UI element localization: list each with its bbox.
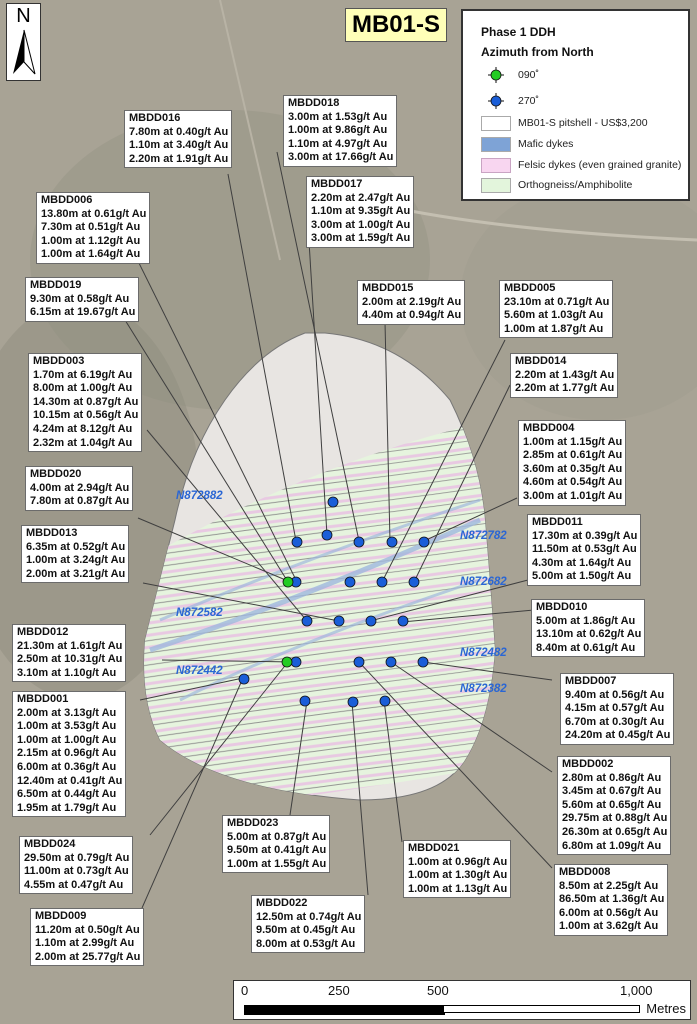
scale-bar [233,980,691,1020]
intercept: 4.55m at 0.47g/t Au [24,878,124,891]
legend-item-mafic [481,136,573,152]
intercept: 9.30m at 0.58g/t Au [30,292,130,305]
drillhole-id: MBDD003 [33,355,85,367]
intercept: 1.00m at 1.30g/t Au [408,869,508,882]
intercept: 3.00m at 1.01g/t Au [523,489,623,502]
intercept: 2.00m at 3.21g/t Au [26,567,126,580]
drillhole-id: MBDD009 [35,910,87,922]
intercept: 1.00m at 3.24g/t Au [26,554,126,567]
intercept: 4.30m at 1.64g/t Au [532,556,632,569]
intercept: 14.30m at 0.87g/t Au [33,395,139,408]
intercept: 24.20m at 0.45g/t Au [565,729,671,742]
intercept: 12.40m at 0.41g/t Au [17,774,123,787]
northing-label: N872682 [460,576,507,588]
legend-label: Mafic dykes [518,138,574,150]
mafic-swatch [481,137,511,152]
drillhole-label-mbdd005[interactable] [499,280,613,338]
north-arrow-icon [11,28,37,78]
drillhole-label-mbdd010[interactable] [531,599,645,657]
intercept: 1.10m at 2.99g/t Au [35,937,135,950]
intercept: 3.00m at 1.59g/t Au [311,232,411,245]
intercept: 4.15m at 0.57g/t Au [565,702,665,715]
northing-label: N872782 [460,530,507,542]
drillhole-id: MBDD011 [532,516,583,528]
intercept: 2.20m at 1.77g/t Au [515,382,615,395]
drillhole-id: MBDD019 [30,279,82,291]
blue-drillhole-icon [481,93,511,109]
drillhole-id: MBDD006 [41,194,93,206]
intercept: 86.50m at 1.36g/t Au [559,893,665,906]
scale-segment-black [244,1005,445,1015]
drillhole-id: MBDD024 [24,838,76,850]
intercept: 9.50m at 0.41g/t Au [227,844,327,857]
legend-heading: Phase 1 DDH [481,25,556,39]
intercept: 3.60m at 0.35g/t Au [523,462,623,475]
intercept: 2.00m at 3.13g/t Au [17,706,117,719]
intercept: 1.00m at 0.96g/t Au [408,855,508,868]
intercept: 6.50m at 0.44g/t Au [17,788,117,801]
intercept: 11.20m at 0.50g/t Au [35,923,140,936]
intercept: 1.00m at 1.15g/t Au [523,435,623,448]
intercept: 1.70m at 6.19g/t Au [33,368,133,381]
intercept: 11.50m at 0.53g/t Au [532,543,637,556]
scale-tick: 1,000 [620,983,653,998]
intercept: 4.00m at 2.94g/t Au [30,481,130,494]
intercept: 2.20m at 2.47g/t Au [311,191,411,204]
intercept: 13.10m at 0.62g/t Au [536,628,642,641]
drillhole-id: MBDD002 [562,758,614,770]
scale-tick: 250 [328,983,350,998]
map-title: MB01-S [345,8,447,42]
drillhole-label-mbdd013[interactable] [21,525,129,583]
intercept: 4.24m at 8.12g/t Au [33,422,133,435]
drillhole-id: MBDD012 [17,626,69,638]
intercept: 1.10m at 3.40g/t Au [129,139,229,152]
scale-tick: 500 [427,983,449,998]
green-drillhole-icon [481,67,511,83]
intercept: 6.00m at 0.56g/t Au [559,906,659,919]
drillhole-id: MBDD023 [227,817,279,829]
legend-item-felsic [481,157,681,173]
legend-label: Orthogneiss/Amphibolite [518,179,633,191]
drillhole-id: MBDD013 [26,527,78,539]
intercept: 26.30m at 0.65g/t Au [562,825,668,838]
legend-label: MB01-S pitshell - US$3,200 [518,117,648,129]
legend-item-090 [481,67,539,83]
intercept: 4.40m at 0.94g/t Au [362,309,462,322]
drillhole-label-mbdd006[interactable] [36,192,150,264]
intercept: 3.10m at 1.10g/t Au [17,666,117,679]
drillhole-id: MBDD014 [515,355,567,367]
drillhole-label-mbdd001[interactable] [12,691,126,817]
drillhole-id: MBDD010 [536,601,588,613]
intercept: 5.00m at 1.86g/t Au [536,614,636,627]
legend-subheading: Azimuth from North [481,45,594,59]
intercept: 2.00m at 25.77g/t Au [35,950,141,963]
intercept: 7.30m at 0.51g/t Au [41,221,141,234]
drillhole-label-mbdd017[interactable] [306,176,414,248]
intercept: 1.00m at 1.87g/t Au [504,322,604,335]
drillhole-label-mbdd004[interactable] [518,420,626,506]
scale-segment-white [443,1005,640,1013]
intercept: 29.50m at 0.79g/t Au [24,851,130,864]
legend-label: 090˚ [518,69,540,81]
intercept: 1.00m at 9.86g/t Au [288,124,388,137]
intercept: 10.15m at 0.56g/t Au [33,409,139,422]
intercept: 1.00m at 1.00g/t Au [17,733,117,746]
drillhole-label-mbdd020[interactable] [25,466,133,511]
intercept: 1.00m at 1.55g/t Au [227,857,327,870]
intercept: 3.00m at 1.00g/t Au [311,218,411,231]
intercept: 7.80m at 0.40g/t Au [129,125,229,138]
drillhole-id: MBDD017 [311,178,363,190]
legend-item-pitshell [481,115,648,131]
intercept: 13.80m at 0.61g/t Au [41,207,147,220]
intercept: 23.10m at 0.71g/t Au [504,295,610,308]
drillhole-id: MBDD007 [565,675,617,687]
intercept: 1.00m at 1.13g/t Au [408,882,508,895]
intercept: 5.60m at 0.65g/t Au [562,798,662,811]
northing-label: N872382 [460,683,507,695]
legend-label: 270˚ [518,95,540,107]
intercept: 2.85m at 0.61g/t Au [523,449,623,462]
intercept: 5.60m at 1.03g/t Au [504,309,604,322]
drillhole-label-mbdd022[interactable] [251,895,365,953]
drillhole-id: MBDD005 [504,282,556,294]
pitshell-swatch [481,116,511,131]
intercept: 2.50m at 10.31g/t Au [17,653,123,666]
intercept: 5.00m at 1.50g/t Au [532,570,632,583]
drillhole-label-mbdd015[interactable] [357,280,465,325]
intercept: 21.30m at 1.61g/t Au [17,639,123,652]
legend-label: Felsic dykes (even grained granite) [518,159,682,171]
drillhole-id: MBDD001 [17,693,69,705]
intercept: 1.10m at 4.97g/t Au [288,137,388,150]
intercept: 8.50m at 2.25g/t Au [559,879,659,892]
intercept: 6.80m at 1.09g/t Au [562,839,662,852]
drillhole-id: MBDD004 [523,422,575,434]
intercept: 1.00m at 1.12g/t Au [41,234,141,247]
intercept: 17.30m at 0.39g/t Au [532,529,638,542]
intercept: 5.00m at 0.87g/t Au [227,830,327,843]
intercept: 7.80m at 0.87g/t Au [30,495,130,508]
northing-label: N872442 [176,665,223,677]
intercept: 6.15m at 19.67g/t Au [30,306,136,319]
drillhole-id: MBDD018 [288,97,340,109]
drillhole-label-mbdd023[interactable] [222,815,330,873]
intercept: 8.00m at 0.53g/t Au [256,937,356,950]
intercept: 8.00m at 1.00g/t Au [33,382,133,395]
intercept: 1.95m at 1.79g/t Au [17,801,117,814]
drillhole-label-mbdd002[interactable] [557,756,671,855]
intercept: 1.00m at 3.53g/t Au [17,720,117,733]
intercept: 6.70m at 0.30g/t Au [565,715,665,728]
intercept: 2.32m at 1.04g/t Au [33,436,133,449]
intercept: 1.00m at 3.62g/t Au [559,920,659,933]
intercept: 2.20m at 1.43g/t Au [515,368,615,381]
northing-label: N872482 [460,647,507,659]
scale-tick: 0 [241,983,249,998]
felsic-swatch [481,158,511,173]
drillhole-label-mbdd009[interactable] [30,908,144,966]
intercept: 11.00m at 0.73g/t Au [24,865,129,878]
intercept: 2.00m at 2.19g/t Au [362,295,462,308]
northing-label: N872882 [176,490,223,502]
intercept: 4.60m at 0.54g/t Au [523,476,623,489]
intercept: 12.50m at 0.74g/t Au [256,910,362,923]
drillhole-id: MBDD016 [129,112,181,124]
drillhole-label-mbdd007[interactable] [560,673,674,745]
intercept: 1.00m at 1.64g/t Au [41,248,141,261]
drillhole-label-mbdd014[interactable] [510,353,618,398]
legend-item-270 [481,93,539,109]
legend-item-orthogneiss [481,177,632,193]
intercept: 2.80m at 0.86g/t Au [562,771,662,784]
drillhole-label-mbdd012[interactable] [12,624,126,682]
intercept: 9.40m at 0.56g/t Au [565,688,665,701]
scale-unit: Metres [646,1001,686,1016]
drillhole-label-mbdd008[interactable] [554,864,668,936]
intercept: 3.45m at 0.67g/t Au [562,785,662,798]
intercept: 1.10m at 9.35g/t Au [311,205,411,218]
drillhole-id: MBDD022 [256,897,308,909]
north-arrow [6,3,41,81]
drillhole-id: MBDD015 [362,282,414,294]
drillhole-label-mbdd024[interactable] [19,836,133,894]
intercept: 6.35m at 0.52g/t Au [26,540,126,553]
orthogneiss-swatch [481,178,511,193]
drillhole-label-mbdd011[interactable] [527,514,641,586]
drillhole-label-mbdd018[interactable] [283,95,397,167]
intercept: 3.00m at 1.53g/t Au [288,110,388,123]
drillhole-label-mbdd019[interactable] [25,277,139,322]
intercept: 9.50m at 0.45g/t Au [256,924,356,937]
intercept: 2.20m at 1.91g/t Au [129,152,229,165]
intercept: 8.40m at 0.61g/t Au [536,641,636,654]
intercept: 3.00m at 17.66g/t Au [288,151,394,164]
intercept: 2.15m at 0.96g/t Au [17,747,117,760]
northing-label: N872582 [176,607,223,619]
intercept: 29.75m at 0.88g/t Au [562,812,668,825]
drillhole-id: MBDD020 [30,468,82,480]
intercept: 6.00m at 0.36g/t Au [17,760,117,773]
drillhole-id: MBDD021 [408,842,460,854]
drillhole-label-mbdd016[interactable] [124,110,232,168]
drillhole-label-mbdd021[interactable] [403,840,511,898]
north-label: N [16,5,31,27]
drillhole-id: MBDD008 [559,866,611,878]
legend [461,9,690,201]
drillhole-label-mbdd003[interactable] [28,353,142,452]
